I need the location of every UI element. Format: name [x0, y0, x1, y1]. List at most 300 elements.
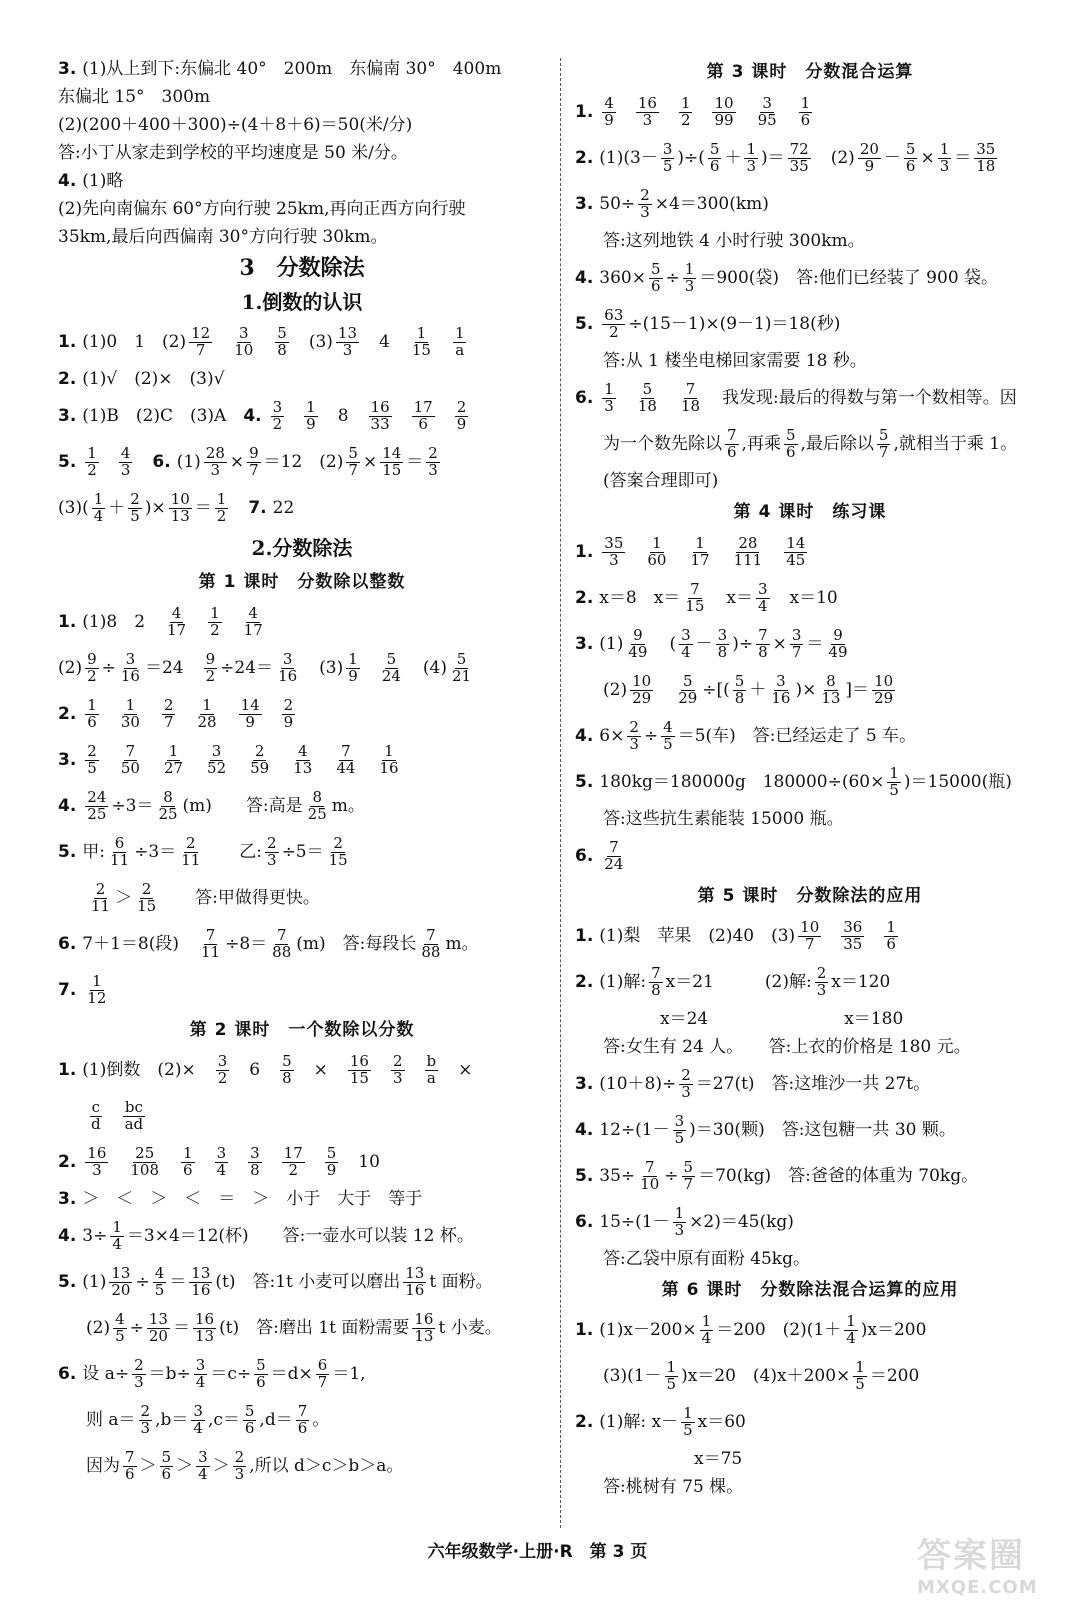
fraction: [92, 489, 106, 525]
numerator: 16: [349, 1051, 369, 1070]
denominator: 3: [939, 156, 950, 175]
denominator: 18: [680, 396, 701, 415]
fraction: [162, 695, 176, 731]
answer-text: ＝: [806, 633, 824, 654]
fraction: [254, 1355, 268, 1391]
answer-line: [575, 347, 1045, 375]
question-number: 4.: [58, 170, 77, 191]
answer-text: (1): [599, 633, 624, 654]
answer-text: ×: [229, 451, 245, 472]
denominator: 52: [207, 758, 227, 777]
fraction: [156, 787, 179, 823]
answer-text: (t) 答:1t 小麦可以磨出: [215, 1271, 401, 1292]
denominator: 45: [786, 550, 806, 569]
answer-text: x＝60: [697, 1411, 746, 1432]
question-number: 5.: [575, 1165, 594, 1186]
fraction: [369, 397, 392, 433]
fraction: [85, 649, 99, 685]
fraction: [756, 579, 770, 615]
answer-text: (1)(3－: [599, 147, 658, 168]
fraction: [85, 741, 99, 777]
answer-line: [575, 621, 1045, 667]
numerator: 5: [256, 1355, 266, 1374]
question-number: 4.: [575, 267, 594, 288]
numerator: 72: [789, 139, 809, 158]
answer-text: ＝: [406, 451, 424, 472]
denominator: 6: [727, 442, 737, 461]
denominator: 9: [864, 156, 875, 175]
fraction: [191, 1401, 205, 1437]
fraction: [113, 1309, 127, 1345]
answer-line: [58, 83, 546, 111]
answer-text: ×2)＝45(kg): [689, 1211, 794, 1232]
fraction: [380, 443, 403, 479]
fraction: [204, 649, 218, 685]
fraction: [426, 443, 440, 479]
answer-line: [58, 1351, 546, 1397]
denominator: 7: [348, 460, 358, 479]
fraction: [204, 443, 227, 479]
numerator: 5: [683, 1157, 694, 1176]
answer-text: ,c＝: [207, 1409, 240, 1430]
denominator: 5: [87, 758, 97, 777]
denominator: 3: [674, 1220, 685, 1239]
numerator: 8: [826, 671, 836, 690]
denominator: 5: [683, 1420, 693, 1439]
answer-text: ×: [772, 633, 787, 654]
numerator: 1: [746, 139, 756, 158]
fraction: [708, 139, 722, 175]
numerator: 10: [714, 93, 734, 112]
answer-text: (2): [603, 679, 628, 700]
numerator: 5: [905, 139, 916, 158]
fraction: [169, 489, 192, 525]
section-heading: [575, 879, 1045, 913]
fraction: [784, 425, 798, 461]
answer-text: 2.分数除法: [251, 536, 353, 560]
denominator: 5: [154, 1280, 165, 1299]
fraction: [712, 93, 735, 129]
fraction: [853, 1357, 867, 1393]
numerator: 1: [168, 741, 179, 760]
fraction: [132, 1355, 146, 1391]
question-number: 5.: [58, 1271, 77, 1292]
denominator: 7: [878, 442, 889, 461]
question-number: 7.: [58, 979, 77, 1000]
answer-text: ＝: [954, 147, 972, 168]
fraction: [676, 671, 699, 707]
fraction: [872, 671, 895, 707]
fraction: [348, 1051, 371, 1087]
denominator: 7: [791, 642, 802, 661]
numerator: 5: [277, 323, 287, 342]
fraction: [683, 259, 697, 295]
fraction: [649, 259, 663, 295]
numerator: 16: [87, 1143, 107, 1162]
denominator: 17: [690, 550, 710, 569]
denominator: 7: [249, 460, 259, 479]
question-number: 3.: [575, 633, 594, 654]
numerator: 1: [886, 917, 896, 936]
fraction: [627, 717, 641, 753]
answer-line: [575, 181, 1045, 227]
answer-text: ,最后除以: [800, 433, 874, 454]
numerator: bc: [124, 1097, 143, 1116]
denominator: 2: [272, 414, 283, 433]
fraction: [139, 1401, 153, 1437]
denominator: 16: [405, 1280, 425, 1299]
numerator: 3: [674, 1111, 685, 1130]
denominator: 13: [170, 506, 190, 525]
answer-line: [575, 575, 1045, 621]
numerator: 1: [306, 397, 316, 416]
answer-text: ＝200 (2)(1＋: [716, 1319, 842, 1340]
answer-text: 答:从 1 楼坐电梯回家需要 18 秒。: [603, 350, 867, 371]
fraction: [679, 379, 702, 415]
numerator: 2: [456, 397, 467, 416]
answer-text: 我发现:最后的得数与第一个数相等。因: [705, 387, 1017, 408]
numerator: 1: [216, 489, 227, 508]
fraction: [181, 1143, 195, 1179]
question-number: 1.: [58, 331, 77, 352]
numerator: 16: [370, 397, 390, 416]
denominator: 3: [342, 340, 353, 359]
fraction: [665, 1357, 679, 1393]
numerator: 1: [93, 489, 104, 508]
fraction: [673, 1111, 687, 1147]
numerator: 14: [240, 695, 260, 714]
denominator: 7: [195, 340, 206, 359]
numerator: 3: [211, 741, 222, 760]
answer-text: ＞: [139, 1455, 157, 1476]
numerator: 5: [456, 649, 467, 668]
answer-text: t 小麦。: [438, 1317, 502, 1338]
section-heading: [58, 565, 546, 599]
fraction: [661, 717, 675, 753]
fraction: [248, 741, 271, 777]
fraction: [165, 603, 188, 639]
answer-text: x＝21 (2)解:: [665, 971, 812, 992]
answer-line: [575, 759, 1045, 805]
answer-text: 22: [272, 497, 295, 518]
denominator: 18: [976, 156, 996, 175]
fraction: [85, 695, 99, 731]
question-number: 3.: [58, 1188, 77, 1209]
answer-text: 答:小丁从家走到学校的平均速度是 50 米/分。: [58, 142, 408, 163]
numerator: 9: [205, 649, 216, 668]
numerator: 1: [674, 1203, 685, 1222]
fraction: [316, 1355, 330, 1391]
numerator: 1: [604, 379, 614, 398]
answer-text: ＞: [176, 1455, 194, 1476]
denominator: 25: [307, 804, 327, 823]
watermark-url: MXQE.COM: [917, 1577, 1038, 1598]
answer-text: 第 3 课时 分数混合运算: [706, 61, 914, 82]
denominator: 29: [632, 688, 652, 707]
denominator: 6: [256, 1372, 266, 1391]
answer-text: ×: [362, 451, 378, 472]
denominator: 3: [640, 202, 650, 221]
denominator: 20: [148, 1326, 168, 1345]
answer-text: ＝: [169, 1271, 187, 1292]
section-heading: [58, 531, 546, 565]
question-number: 6.: [58, 933, 77, 954]
answer-text: )÷: [732, 633, 754, 654]
fraction: [334, 741, 357, 777]
numerator: 7: [727, 425, 737, 444]
numerator: 1: [683, 1403, 693, 1422]
numerator: 17: [283, 1143, 303, 1162]
numerator: 10: [874, 671, 894, 690]
denominator: 9: [456, 414, 467, 433]
fraction: [453, 323, 467, 359]
answer-text: ＝12 (2): [263, 451, 344, 472]
numerator: 13: [337, 323, 358, 342]
answer-text: ,d＝: [259, 1409, 293, 1430]
section-heading: [58, 1013, 546, 1047]
fraction: [455, 397, 469, 433]
answer-text: ×: [441, 1059, 473, 1080]
denominator: 28: [197, 712, 217, 731]
denominator: 2: [216, 506, 227, 525]
numerator: 1: [384, 741, 394, 760]
answer-text: ＞: [212, 1455, 230, 1476]
question-number: 6.: [575, 387, 594, 408]
numerator: 7: [609, 837, 619, 856]
fraction: [380, 649, 403, 685]
answer-line: [58, 1213, 546, 1259]
right-column: [575, 55, 1045, 1501]
denominator: 111: [733, 550, 763, 569]
answer-line: [575, 1399, 1045, 1445]
answer-text: (4): [405, 657, 447, 678]
answer-text: (m) 答:每段长: [296, 933, 417, 954]
denominator: 4: [112, 1234, 122, 1253]
numerator: 2: [428, 443, 438, 462]
numerator: 6: [114, 833, 125, 852]
numerator: 1: [348, 649, 358, 668]
answer-text: ÷3＝: [111, 795, 154, 816]
answer-text: )x＝20 (4)x＋200×: [681, 1365, 851, 1386]
answer-text: 东偏北 15° 300m: [58, 86, 211, 107]
numerator: 1: [846, 1311, 856, 1330]
answer-text: )×: [144, 497, 166, 518]
numerator: 7: [644, 1157, 655, 1176]
answer-text: (1): [176, 451, 201, 472]
denominator: 2: [217, 1068, 228, 1087]
denominator: 3: [681, 1082, 691, 1101]
fraction: [626, 625, 649, 661]
fraction: [282, 1143, 305, 1179]
question-number: 1.: [58, 1059, 77, 1080]
question-number: 6.: [152, 451, 171, 472]
fraction: [123, 1447, 137, 1483]
answer-text: －: [695, 633, 713, 654]
fraction: [195, 695, 218, 731]
numerator: 4: [663, 717, 673, 736]
answer-text: ＝d×: [270, 1363, 313, 1384]
answer-text: (1)解: x－: [599, 1411, 679, 1432]
fraction: [419, 925, 442, 961]
answer-text: ]＝: [845, 679, 870, 700]
answer-text: 50÷: [599, 193, 636, 214]
answer-text: (10＋8)÷: [599, 1073, 677, 1094]
answer-line: [58, 1397, 546, 1443]
answer-text: )＝15000(瓶): [903, 771, 1012, 792]
answer-text: ＝27(t) 答:这堆沙一共 27t。: [695, 1073, 931, 1094]
denominator: 15: [382, 460, 402, 479]
answer-text: ＝900(袋) 答:他们已经装了 900 袋。: [699, 267, 999, 288]
section-heading: [575, 495, 1045, 529]
answer-text: 答:这些抗生素能装 15000 瓶。: [603, 808, 844, 829]
denominator: 6: [244, 1418, 255, 1437]
denominator: 6: [905, 156, 916, 175]
denominator: 3: [816, 980, 827, 999]
watermark-logo: [917, 1528, 1057, 1598]
answer-line: [575, 805, 1045, 833]
answer-text: x＝75: [575, 1448, 743, 1469]
fraction: [688, 533, 711, 569]
denominator: 5: [855, 1374, 865, 1393]
answer-text: ÷3＝: [134, 841, 177, 862]
numerator: 3: [757, 579, 768, 598]
answer-line: [575, 89, 1045, 135]
question-number: 3.: [58, 405, 77, 426]
fraction: [841, 917, 864, 953]
answer-text: ÷5＝: [281, 841, 324, 862]
numerator: 3: [681, 625, 691, 644]
denominator: 30: [120, 712, 140, 731]
fraction: [205, 741, 228, 777]
answer-text: ÷8＝: [225, 933, 268, 954]
numerator: 9: [249, 443, 259, 462]
numerator: 3: [717, 625, 728, 644]
answer-text: ＝b÷: [148, 1363, 191, 1384]
answer-text: )×: [795, 679, 817, 700]
numerator: 1: [666, 1357, 677, 1376]
denominator: 3: [267, 850, 277, 869]
fraction: [788, 139, 811, 175]
answer-line: [58, 111, 546, 139]
denominator: 24: [381, 666, 401, 685]
numerator: 5: [785, 425, 796, 444]
denominator: 6: [418, 414, 428, 433]
denominator: 13: [293, 758, 313, 777]
answer-text: ÷: [643, 725, 659, 746]
denominator: 3: [234, 1464, 245, 1483]
numerator: 3: [791, 625, 802, 644]
answer-line: [575, 1245, 1045, 1273]
denominator: 6: [785, 442, 796, 461]
answer-text: 6: [232, 1059, 278, 1080]
denominator: 16: [191, 1280, 211, 1299]
denominator: 6: [87, 712, 97, 731]
question-number: 3.: [58, 749, 77, 770]
answer-text: ＋: [108, 497, 126, 518]
numerator: 1: [701, 1311, 712, 1330]
denominator: 3: [92, 1160, 102, 1179]
denominator: 7: [804, 934, 815, 953]
fraction: [410, 323, 433, 359]
numerator: 13: [191, 1263, 211, 1282]
numerator: 7: [685, 379, 696, 398]
denominator: 3: [642, 110, 653, 129]
numerator: 2: [333, 833, 343, 852]
fraction: [135, 879, 158, 915]
question-number: 6.: [575, 845, 594, 866]
denominator: 3: [134, 1372, 144, 1391]
denominator: 16: [120, 666, 140, 685]
fraction: [265, 833, 279, 869]
denominator: 3: [684, 276, 695, 295]
fraction: [189, 1263, 212, 1299]
denominator: 9: [245, 712, 255, 731]
denominator: 9: [306, 414, 316, 433]
denominator: 108: [130, 1160, 160, 1179]
answer-text: ＝70(kg) 答:爸爸的体重为 70kg。: [698, 1165, 979, 1186]
fraction: [243, 1401, 257, 1437]
answer-text: 第 4 课时 练习课: [733, 501, 887, 522]
fraction: [403, 1263, 426, 1299]
answer-text: [656, 680, 673, 700]
answer-line: [575, 1353, 1045, 1399]
denominator: 8: [651, 980, 661, 999]
question-number: 5.: [575, 771, 594, 792]
answer-line: [58, 1047, 546, 1093]
answer-text: 12÷(1－: [599, 1119, 670, 1140]
answer-text: 答:乙袋中原有面粉 45kg。: [603, 1248, 810, 1269]
fraction: [733, 671, 747, 707]
question-number: 1.: [575, 925, 594, 946]
fraction: [815, 963, 829, 999]
answer-text: ＝3×4＝12(杯) 答:一壶水可以装 12 杯。: [126, 1225, 474, 1246]
denominator: 6: [183, 1160, 193, 1179]
answer-line: [58, 1185, 546, 1213]
fraction: [306, 787, 329, 823]
numerator: 13: [405, 1263, 425, 1282]
fraction: [280, 1051, 294, 1087]
numerator: 2: [163, 695, 174, 714]
question-number: 4.: [575, 1119, 594, 1140]
question-number: 4.: [243, 405, 262, 426]
answer-line: [575, 421, 1045, 467]
answer-text: 1.倒数的认识: [241, 290, 363, 314]
answer-line: [58, 1443, 546, 1489]
numerator: 5: [326, 1143, 337, 1162]
answer-text: ,b＝: [155, 1409, 189, 1430]
numerator: 2: [283, 695, 294, 714]
answer-text: (1)B (2)C (3)A: [82, 405, 244, 426]
numerator: 3: [238, 323, 249, 342]
numerator: 35: [976, 139, 996, 158]
denominator: 17: [167, 620, 187, 639]
question-number: 3.: [575, 193, 594, 214]
answer-text: ÷: [129, 1317, 144, 1338]
fraction: [844, 1311, 858, 1347]
denominator: 5: [663, 734, 673, 753]
question-number: 3.: [575, 1073, 594, 1094]
question-number: 4.: [58, 795, 77, 816]
denominator: 8: [717, 642, 728, 661]
answer-line: [58, 783, 546, 829]
numerator: 1: [87, 695, 97, 714]
answer-line: [575, 1061, 1045, 1107]
denominator: 6: [800, 110, 811, 129]
fraction: [119, 695, 142, 731]
answer-line: [58, 439, 546, 485]
answer-text: (1)倒数 (2)×: [82, 1059, 213, 1080]
denominator: 13: [821, 688, 841, 707]
